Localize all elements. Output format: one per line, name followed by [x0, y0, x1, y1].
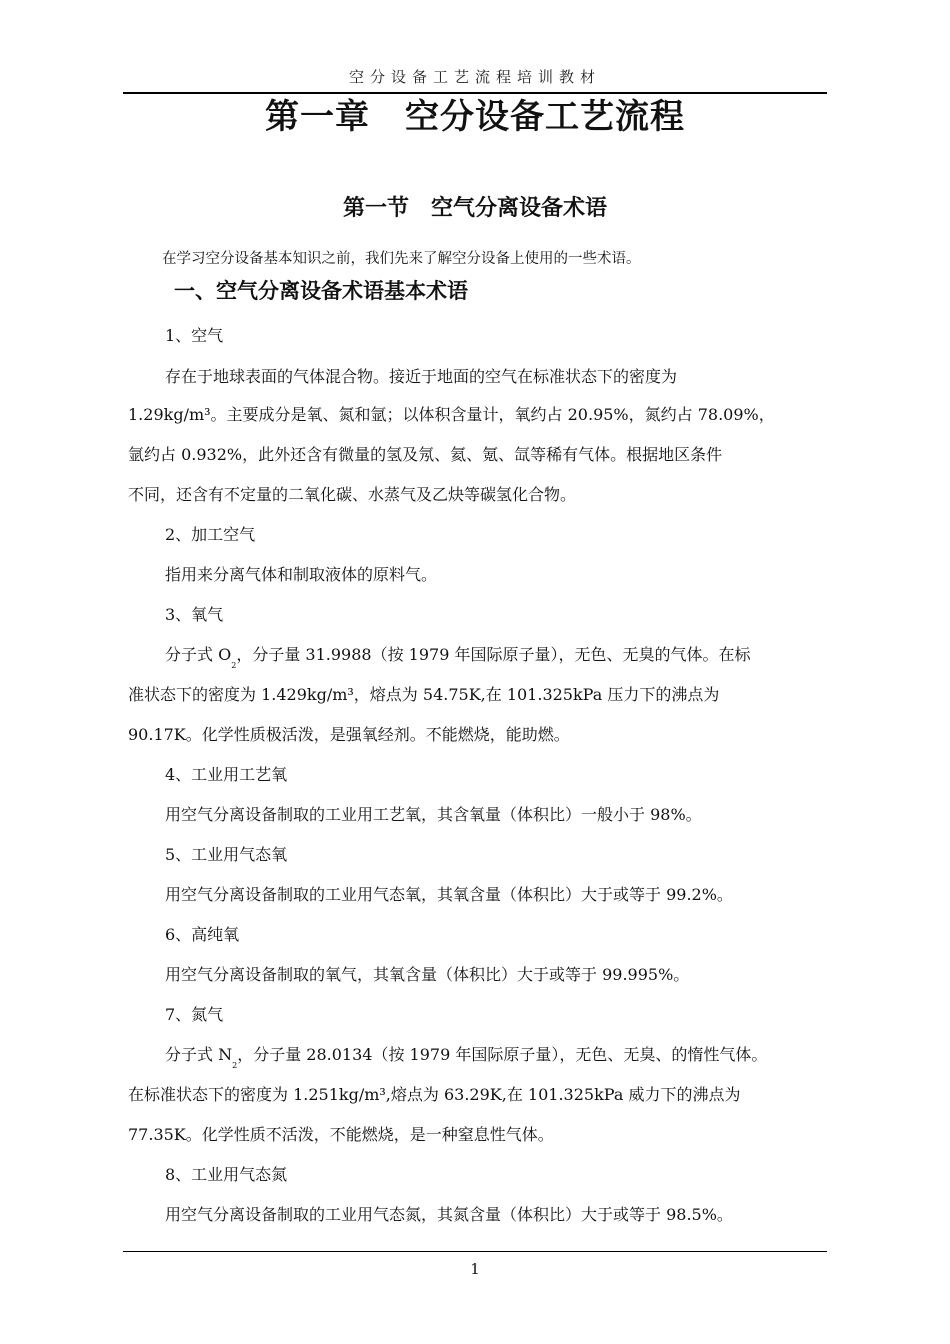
section-title: 第一节 空气分离设备术语 — [342, 196, 607, 221]
term-heading-gaseous-oxygen: 5、工业用气态氧 — [165, 845, 288, 864]
page-number: 1 — [470, 1260, 480, 1278]
nitrogen-formula-subscript: 2 — [232, 1061, 238, 1070]
air-definition-line-2: 1.29kg/m³。主要成分是氧、氮和氩；以体积含量计，氧约占 20.95%，氮约占 78.09%， — [128, 405, 775, 424]
oxygen-formula-prefix: 分子式 O — [165, 645, 232, 664]
oxygen-definition-line-1-rest: ，分子量 31.9988（按 1979 年国际原子量），无色、无臭的气体。在标 — [236, 645, 751, 664]
term-heading-gaseous-nitrogen: 8、工业用气态氮 — [165, 1165, 288, 1184]
nitrogen-definition-line-1-rest: ，分子量 28.0134（按 1979 年国际原子量），无色、无臭、的惰性气体。 — [237, 1045, 768, 1064]
air-definition-line-3: 氩约占 0.932%，此外还含有微量的氢及氖、氦、氪、氙等稀有气体。根据地区条件 — [128, 445, 723, 464]
nitrogen-definition-line-3: 77.35K。化学性质不活泼，不能燃烧，是一种窒息性气体。 — [128, 1125, 554, 1144]
process-air-definition: 指用来分离气体和制取液体的原料气。 — [165, 565, 438, 584]
gaseous-nitrogen-definition: 用空气分离设备制取的工业用气态氮，其氮含量（体积比）大于或等于 98.5%。 — [165, 1205, 733, 1224]
oxygen-definition-line-3: 90.17K。化学性质极活泼，是强氧经剂。不能燃烧，能助燃。 — [128, 725, 570, 744]
chapter-title: 第一章 空分设备工艺流程 — [265, 97, 685, 137]
nitrogen-formula-prefix: 分子式 N — [165, 1045, 233, 1064]
air-definition-line-1: 存在于地球表面的气体混合物。接近于地面的空气在标准状态下的密度为 — [165, 367, 678, 386]
footer-rule — [123, 1251, 827, 1252]
nitrogen-definition-line-1 — [165, 1043, 768, 1070]
oxygen-definition-line-2: 准状态下的密度为 1.429kg/m³，熔点为 54.75K,在 101.325kPa 压力下的沸点为 — [128, 685, 720, 704]
term-heading-process-air: 2、加工空气 — [165, 525, 256, 544]
term-heading-nitrogen: 7、氮气 — [165, 1005, 224, 1024]
gaseous-oxygen-definition: 用空气分离设备制取的工业用气态氧，其氧含量（体积比）大于或等于 99.2%。 — [165, 885, 733, 904]
oxygen-formula-subscript: 2 — [231, 661, 237, 670]
term-heading-high-purity-oxygen: 6、高纯氧 — [165, 925, 240, 944]
industrial-process-oxygen-definition: 用空气分离设备制取的工业用工艺氧，其含氧量（体积比）一般小于 98%。 — [165, 805, 702, 824]
subsection-title: 一、空气分离设备术语基本术语 — [174, 279, 468, 303]
term-heading-air: 1、空气 — [165, 326, 224, 345]
nitrogen-definition-line-2: 在标准状态下的密度为 1.251kg/m³,熔点为 63.29K,在 101.325kPa 威力下的沸点为 — [128, 1085, 741, 1104]
term-heading-oxygen: 3、氧气 — [165, 605, 224, 624]
term-heading-industrial-process-oxygen: 4、工业用工艺氧 — [165, 765, 288, 784]
high-purity-oxygen-definition: 用空气分离设备制取的氧气，其氧含量（体积比）大于或等于 99.995%。 — [165, 965, 690, 984]
oxygen-definition-line-1 — [165, 643, 751, 670]
intro-paragraph: 在学习空分设备基本知识之前，我们先来了解空分设备上使用的一些术语。 — [162, 251, 641, 267]
air-definition-line-4: 不同，还含有不定量的二氧化碳、水蒸气及乙炔等碳氢化合物。 — [128, 485, 577, 504]
running-header: 空分设备工艺流程培训教材 — [348, 68, 601, 86]
